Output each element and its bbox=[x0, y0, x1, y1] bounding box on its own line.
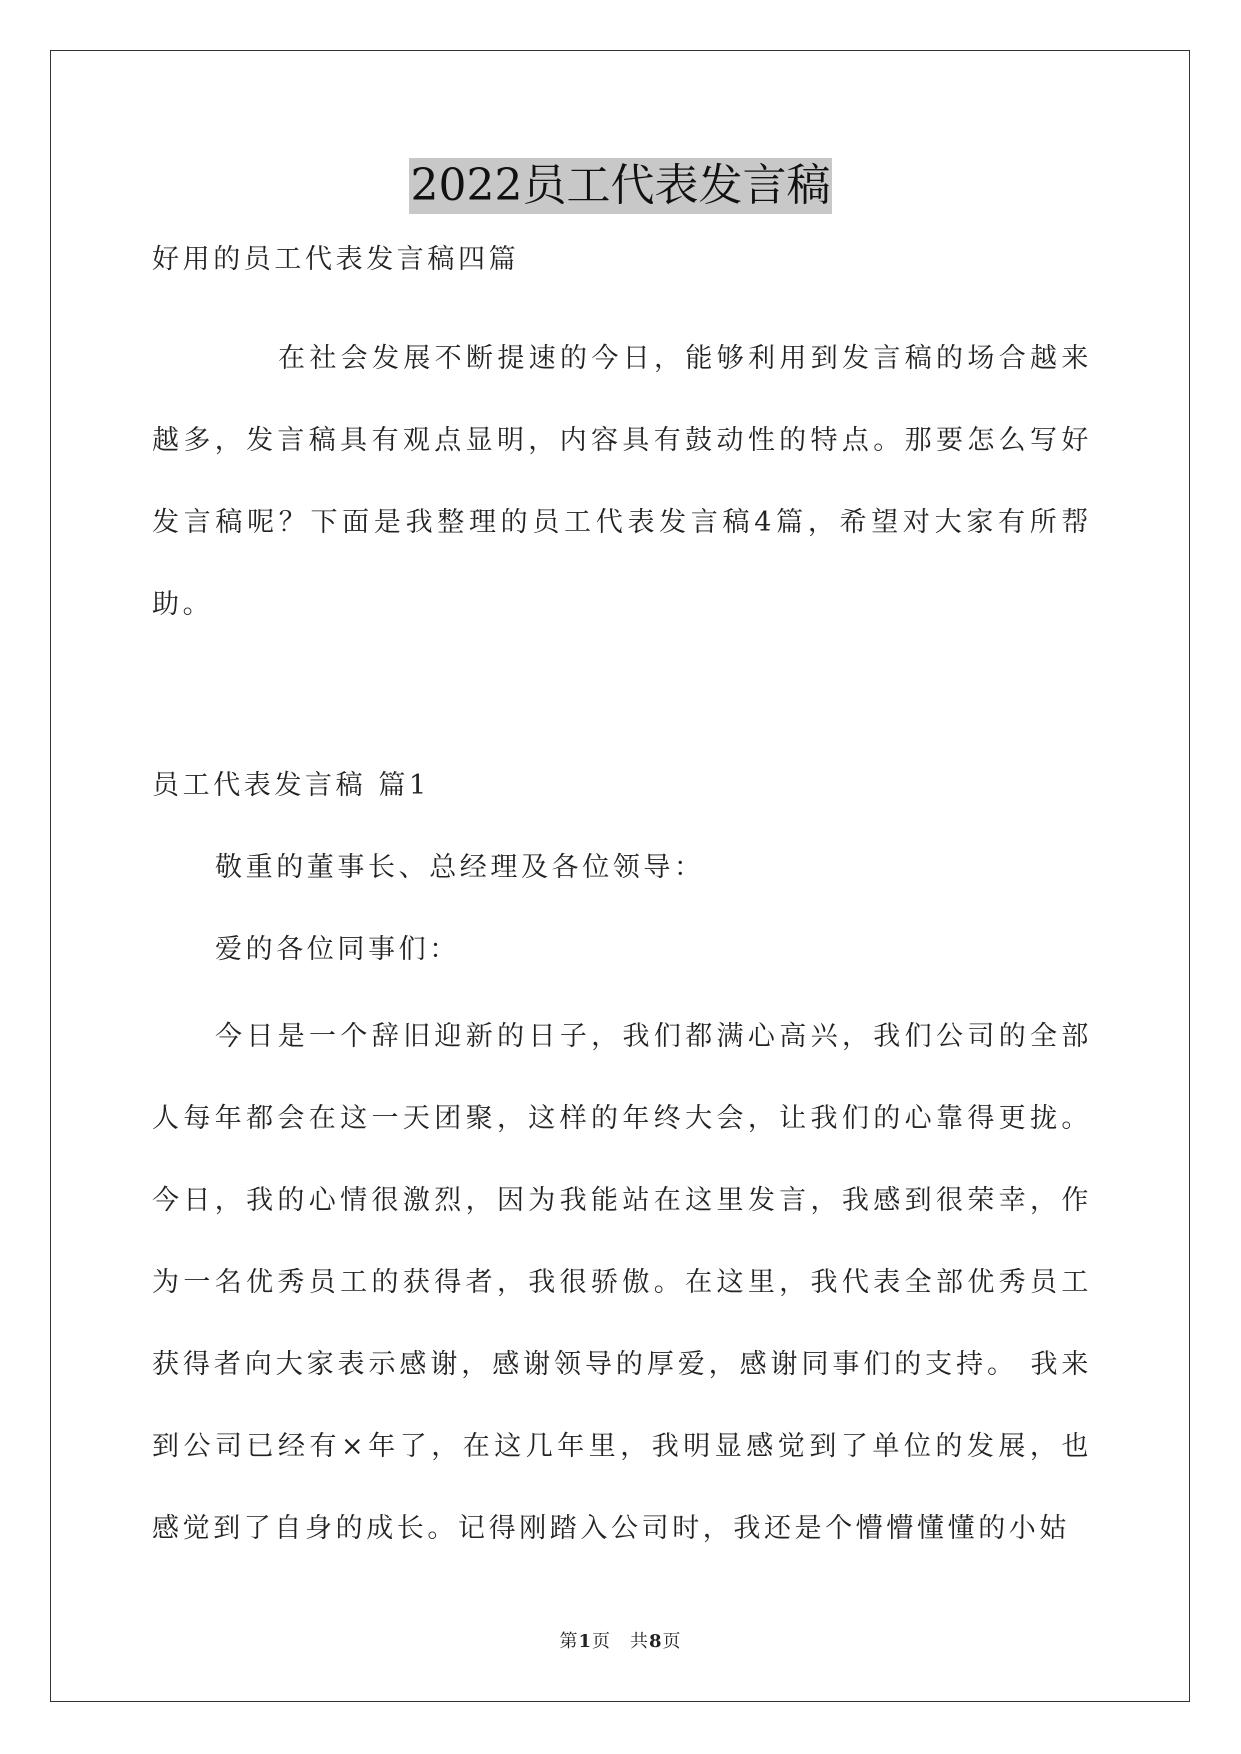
footer-page-total: 8 bbox=[649, 1631, 663, 1652]
footer-page-suffix: 页 bbox=[662, 1631, 682, 1652]
document-subtitle: 好用的员工代表发言稿四篇 bbox=[152, 244, 520, 275]
body-paragraph: 今日是一个辞旧迎新的日子，我们都满心高兴，我们公司的全部人每年都会在这一天团聚，这样的年终大会，让我们的心靠得更拢。今日，我的心情很激烈，因为我能站在这里发言，我感到很荣幸，作为一名优秀员工的获得者，我很骄傲。在这里，我代表全部优秀员工获得者向大家表示感谢，感谢领导的厚爱，感谢同事们的支持。 我来到公司已经有×年了，在这几年里，我明显感觉到了单位的发展，也感觉到了自身的成长。记得刚踏入公司时，我还是个懵懵懂懂的小姑 bbox=[152, 1021, 1092, 1544]
section-heading: 员工代表发言稿 篇1 bbox=[152, 770, 430, 801]
document-title-text: 2022员工代表发言稿 bbox=[409, 158, 833, 214]
page-footer bbox=[0, 1627, 1241, 1653]
salutation-colleagues: 爱的各位同事们： bbox=[215, 934, 460, 965]
footer-page-prefix: 第 bbox=[559, 1631, 579, 1652]
document-body bbox=[152, 232, 1092, 1570]
intro-paragraph: 在社会发展不断提速的今日，能够利用到发言稿的场合越来越多，发言稿具有观点显明，内容具有鼓动性的特点。那要怎么写好发言稿呢？下面是我整理的员工代表发言稿4篇，希望对大家有所帮助。 bbox=[152, 343, 1092, 620]
footer-page-current: 1 bbox=[578, 1631, 592, 1652]
salutation-leaders: 敬重的董事长、总经理及各位领导： bbox=[215, 852, 705, 883]
document-title bbox=[0, 158, 1241, 214]
footer-page-mid: 页 共 bbox=[592, 1631, 649, 1652]
